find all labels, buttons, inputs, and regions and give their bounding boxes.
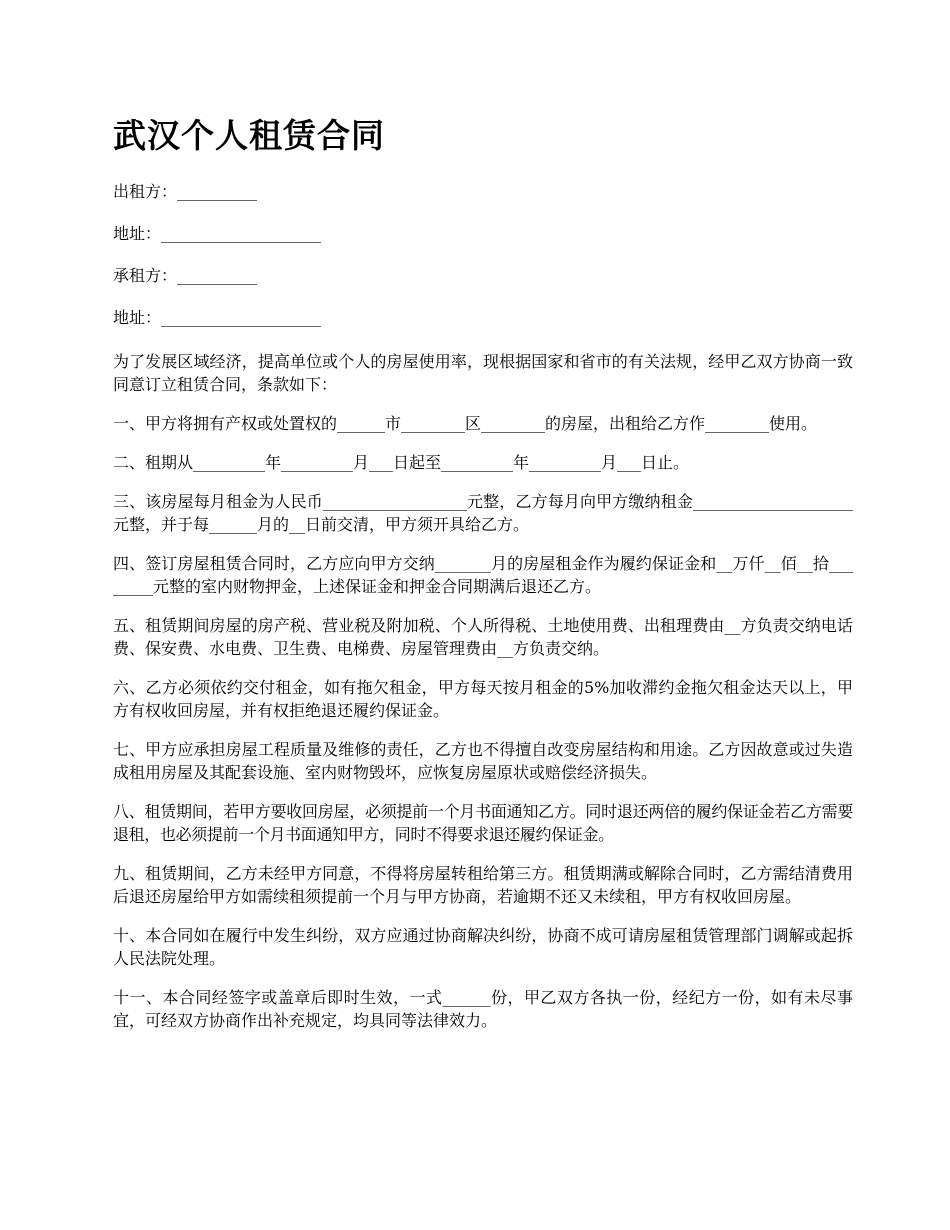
intro-paragraph: 为了发展区域经济，提高单位或个人的房屋使用率，现根据国家和省市的有关法规，经甲乙双方协商一致同意订立租赁合同，条款如下：	[113, 352, 853, 394]
clause-6: 六、乙方必须依约交付租金，如有拖欠租金，甲方每天按月租金的5%加收滞约金拖欠租金达天以上，甲方有权收回房屋，并有权拒绝退还履约保证金。	[113, 678, 853, 720]
lessor-address-line: 地址：____________________	[113, 224, 322, 243]
lessee-name-line: 承租方：__________	[113, 266, 258, 285]
clause-8: 八、租赁期间，若甲方要收回房屋，必须提前一个月书面通知乙方。同时退还两倍的履约保证金若乙方需要退租，也必须提前一个月书面通知甲方，同时不得要求退还履约保证金。	[113, 802, 853, 844]
clause-11: 十一、本合同经签字或盖章后即时生效，一式______份，甲乙双方各执一份，经纪方一份，如有未尽事宜，可经双方协商作出补充规定，均具同等法律效力。	[113, 988, 853, 1030]
clause-2: 二、租期从_________年_________月___日起至_________年_________月___日止。	[113, 453, 690, 472]
clause-9: 九、租赁期间，乙方未经甲方同意，不得将房屋转租给第三方。租赁期满或解除合同时，乙方需结清费用后退还房屋给甲方如需续租须提前一个月与甲方协商，若逾期不还又未续租，甲方有权收回房屋。	[113, 864, 853, 906]
document-title: 武汉个人租赁合同	[113, 116, 385, 155]
clause-4: 四、签订房屋租赁合同时，乙方应向甲方交纳_______月的房屋租金作为履约保证金和__万仟__佰__拾________元整的室内财物押金，上述保证金和押金合同期满后退还乙方。	[113, 554, 853, 596]
clause-7: 七、甲方应承担房屋工程质量及维修的责任，乙方也不得擅自改变房屋结构和用途。乙方因故意或过失造成租用房屋及其配套设施、室内财物毁坏，应恢复房屋原状或赔偿经济损失。	[113, 740, 853, 782]
lessee-address-line: 地址：____________________	[113, 308, 322, 327]
lessor-name-line: 出租方：__________	[113, 182, 258, 201]
contract-page	[113, 112, 853, 1048]
clause-10: 十、本合同如在履行中发生纠纷，双方应通过协商解决纠纷，协商不成可请房屋租赁管理部门调解或起拆人民法院处理。	[113, 926, 853, 968]
clause-1: 一、甲方将拥有产权或处置权的______市________区________的房屋，出租给乙方作________使用。	[113, 414, 818, 433]
clause-5: 五、租赁期间房屋的房产税、营业税及附加税、个人所得税、土地使用费、出租理费由__方负责交纳电话费、保安费、水电费、卫生费、电梯费、房屋管理费由__方负责交纳。	[113, 616, 853, 658]
clause-3: 三、该房屋每月租金为人民币__________________元整，乙方每月向甲方缴纳租金____________________元整，并于每______月的__日前交清，甲方须开具给乙方。	[113, 492, 853, 534]
